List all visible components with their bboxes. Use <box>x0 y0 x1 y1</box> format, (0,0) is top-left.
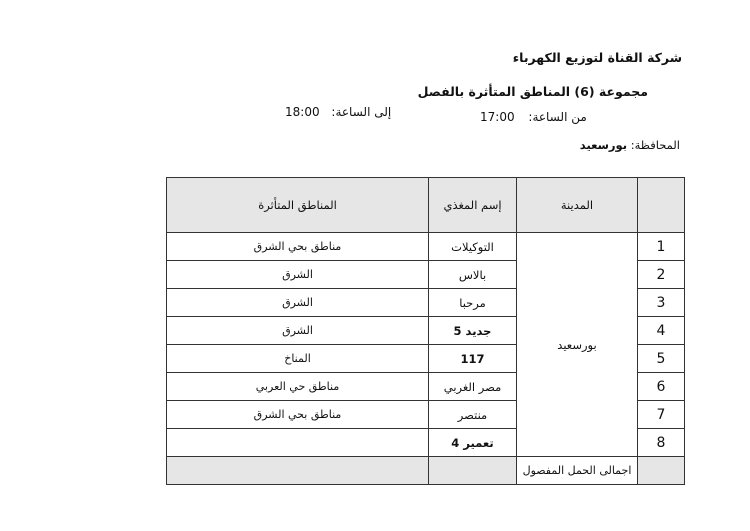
feeder-cell: التوكيلات <box>429 233 517 261</box>
feeder-cell: 117 <box>429 345 517 373</box>
affected-area-cell: الشرق <box>167 261 429 289</box>
row-number-cell: 3 <box>638 289 685 317</box>
affected-area-cell: مناطق حي العربي <box>167 373 429 401</box>
feeder-cell: بالاس <box>429 261 517 289</box>
city-cell: بورسعيد <box>517 233 638 457</box>
total-row <box>167 457 685 485</box>
company-name: شركة القناة لتوزيع الكهرباء <box>512 50 682 65</box>
table-row <box>167 233 685 261</box>
to-time <box>285 105 391 119</box>
affected-area-cell: المناخ <box>167 345 429 373</box>
group-title: مجموعة (6) المناطق المتأثرة بالفصل <box>417 84 648 99</box>
row-number-cell: 2 <box>638 261 685 289</box>
affected-area-cell: الشرق <box>167 317 429 345</box>
total-num-cell <box>638 457 685 485</box>
table-header-row <box>167 178 685 233</box>
feeder-cell: منتصر <box>429 401 517 429</box>
total-area-cell <box>167 457 429 485</box>
total-label: اجمالى الحمل المفصول <box>517 457 638 485</box>
governorate-label: المحافظة: <box>630 138 680 152</box>
feeder-cell: مرحبا <box>429 289 517 317</box>
feeder-cell: جديد 5 <box>429 317 517 345</box>
affected-area-cell <box>167 429 429 457</box>
header-number <box>638 178 685 233</box>
governorate-value: بورسعيد <box>579 138 628 152</box>
feeder-cell: مصر الغربي <box>429 373 517 401</box>
governorate <box>580 138 680 152</box>
affected-area-cell: مناطق بحي الشرق <box>167 401 429 429</box>
feeder-cell: تعمير 4 <box>429 429 517 457</box>
total-feeder-cell <box>429 457 517 485</box>
from-label: من الساعة: <box>528 110 587 124</box>
row-number-cell: 4 <box>638 317 685 345</box>
to-value: 18:00 <box>285 105 320 119</box>
header-city: المدينة <box>517 178 638 233</box>
row-number-cell: 6 <box>638 373 685 401</box>
row-number-cell: 1 <box>638 233 685 261</box>
from-time <box>480 110 587 124</box>
header-feeder: إسم المغذي <box>429 178 517 233</box>
header-areas: المناطق المتأثرة <box>167 178 429 233</box>
affected-area-cell: مناطق بحي الشرق <box>167 233 429 261</box>
row-number-cell: 5 <box>638 345 685 373</box>
from-value: 17:00 <box>480 110 515 124</box>
row-number-cell: 7 <box>638 401 685 429</box>
to-label: إلى الساعة: <box>331 105 392 119</box>
row-number-cell: 8 <box>638 429 685 457</box>
affected-area-cell: الشرق <box>167 289 429 317</box>
affected-areas-table <box>166 177 685 485</box>
